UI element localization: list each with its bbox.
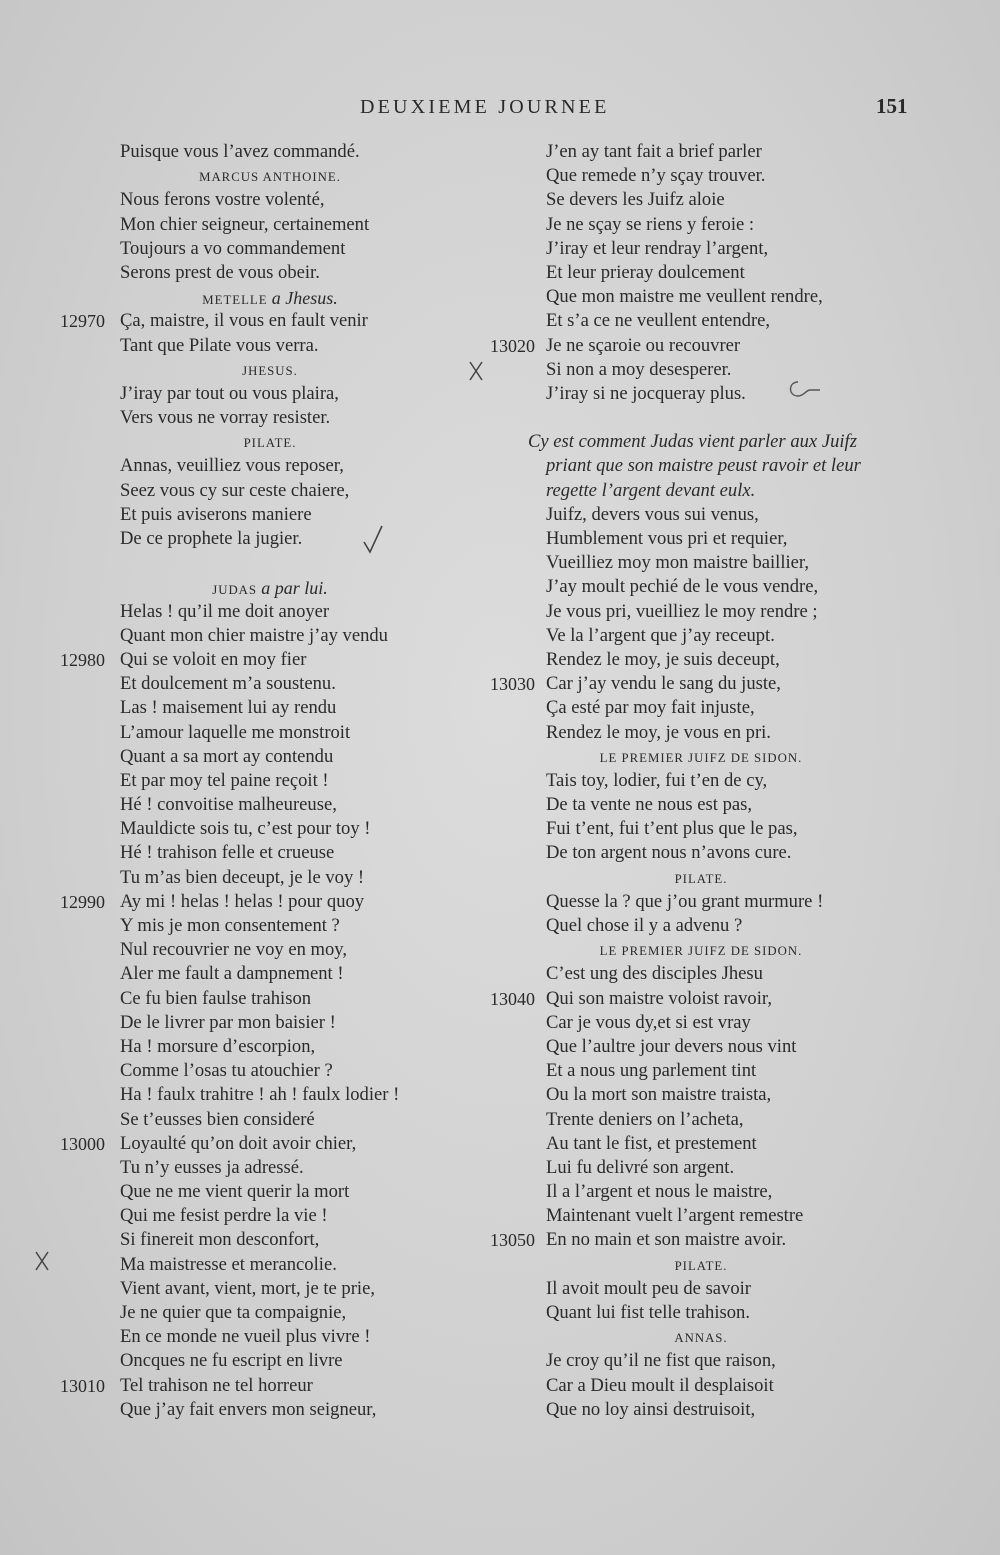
verse-text: Comme l’osas tu atouchier ? (120, 1060, 333, 1082)
verse-text: Que ne me vient querir la mort (120, 1181, 350, 1203)
speaker-name (120, 430, 420, 454)
verse-text: Je croy qu’il ne fist que raison, (546, 1350, 776, 1372)
verse-text: Mon chier seigneur, certainement (120, 213, 370, 235)
verse-text: Car je vous dy,et si est vray (546, 1011, 751, 1033)
verse-text: Qui me fesist perdre la vie ! (120, 1205, 328, 1227)
verse-line (546, 140, 1000, 164)
stage-direction: a par lui. (261, 578, 328, 599)
line-number: 13020 (490, 335, 535, 356)
verse-line (546, 600, 1000, 624)
verse-text: Il avoit moult peu de savoir (546, 1277, 752, 1299)
verse-text: Tel trahison ne tel horreur (120, 1374, 313, 1396)
verse-line (546, 1349, 1000, 1373)
verse-line (120, 914, 500, 938)
verse-line (120, 1349, 500, 1373)
verse-line (120, 1156, 500, 1180)
verse-line (546, 793, 1000, 817)
verse-line (120, 1059, 500, 1083)
verse-line (120, 213, 500, 237)
verse-line (120, 1204, 500, 1228)
speaker-label: PILATE. (674, 1258, 728, 1273)
verse-line (546, 309, 1000, 333)
verse-text: En ce monde ne vueil plus vivre ! (120, 1326, 371, 1348)
verse-line (120, 503, 500, 527)
verse-text: Quant mon chier maistre j’ay vendu (120, 624, 388, 646)
verse-line (490, 334, 1000, 358)
verse-text: Tais toy, lodier, fui t’en de cy, (546, 769, 768, 791)
verse-text: Toujours a vo commandement (120, 237, 346, 259)
handwritten-x-mark (466, 358, 486, 384)
verse-text: Se devers les Juifz aloie (546, 189, 725, 211)
speaker-label: METELLE (202, 293, 268, 308)
verse-line (120, 987, 500, 1011)
line-number: 13050 (490, 1230, 535, 1251)
verse-line (120, 188, 500, 212)
verse-text: Nul recouvrier ne voy en moy, (120, 939, 348, 961)
stanza-gap (546, 406, 1000, 430)
speaker-label: JUDAS (212, 583, 258, 598)
verse-line (546, 503, 1000, 527)
verse-text: Las ! maisement lui ay rendu (120, 697, 337, 719)
verse-line (490, 672, 1000, 696)
verse-text: Ça, maistre, il vous en fault venir (120, 310, 368, 332)
left-column (0, 140, 500, 1422)
speaker-label: PILATE. (243, 436, 297, 451)
verse-text: Quant lui fist telle trahison. (546, 1302, 750, 1323)
verse-line (546, 1398, 1000, 1422)
verse-text: Je ne quier que ta compaignie, (120, 1302, 347, 1323)
verse-text: Que l’aultre jour devers nous vint (546, 1035, 797, 1057)
verse-text: Trente deniers on l’acheta, (546, 1108, 744, 1130)
verse-text: Et s’a ce ne veullent entendre, (546, 310, 771, 332)
verse-line (120, 527, 500, 551)
verse-text: J’iray si ne jocqueray plus. (546, 382, 746, 404)
verse-text: C’est ung des disciples Jhesu (546, 963, 763, 985)
verse-line (120, 793, 500, 817)
line-number: 13010 (60, 1375, 105, 1396)
verse-text: Au tant le fist, et prestement (546, 1132, 757, 1154)
verse-text: Lui fu delivré son argent. (546, 1156, 735, 1178)
verse-line (120, 745, 500, 769)
verse-line (546, 817, 1000, 841)
verse-text: J’iray et leur rendray l’argent, (546, 237, 769, 259)
verse-text: Je vous pri, vueilliez le moy rendre ; (546, 600, 818, 622)
verse-text: Et a nous ung parlement tint (546, 1060, 757, 1082)
verse-line (120, 1325, 500, 1349)
verse-text: Helas ! qu’il me doit anoyer (120, 600, 330, 622)
speaker-name (546, 1253, 856, 1277)
verse-line (120, 696, 500, 720)
running-title: DEUXIEME JOURNEE (360, 96, 610, 118)
verse-line (120, 769, 500, 793)
speaker-label: JHESUS. (242, 363, 298, 378)
verse-text: L’amour laquelle me monstroit (120, 721, 351, 743)
rubric-line: priant que son maistre peust ravoir et leur (546, 455, 861, 477)
verse-text: Nous ferons vostre volenté, (120, 189, 325, 211)
verse-line (546, 1083, 1000, 1107)
verse-text: Seez vous cy sur ceste chaiere, (120, 479, 350, 501)
verse-text: Que mon maistre me veullent rendre, (546, 286, 823, 308)
verse-text: Je ne sçay se riens y feroie : (546, 213, 755, 235)
speaker-name (120, 575, 420, 599)
verse-text: Si finereit mon desconfort, (120, 1229, 320, 1251)
verse-line (120, 1301, 500, 1325)
verse-line (120, 672, 500, 696)
verse-line (546, 358, 1000, 382)
rubric-line: regette l’argent devant eulx. (546, 479, 756, 501)
verse-line (120, 1277, 500, 1301)
verse-line (120, 817, 500, 841)
verse-text: Humblement vous pri et requier, (546, 528, 788, 549)
verse-text: Ou la mort son maistre traista, (546, 1084, 772, 1106)
verse-text: J’ay moult pechié de le vous vendre, (546, 576, 819, 598)
speaker-label: LE PREMIER JUIFZ DE SIDON. (599, 750, 803, 765)
verse-line (546, 1132, 1000, 1156)
verse-line (546, 1374, 1000, 1398)
verse-text: Si non a moy desesperer. (546, 358, 732, 380)
verse-line (546, 1180, 1000, 1204)
verse-text: Vient avant, vient, mort, je te prie, (120, 1277, 375, 1299)
verse-text: Y mis je mon consentement ? (120, 915, 340, 936)
verse-text: Ay mi ! helas ! helas ! pour quoy (120, 890, 365, 912)
verse-line (546, 1108, 1000, 1132)
rubric-line: Cy est comment Judas vient parler aux Juifz (528, 431, 857, 453)
verse-line (120, 1253, 500, 1277)
verse-text: Car j’ay vendu le sang du juste, (546, 673, 781, 695)
verse-line (546, 721, 1000, 745)
verse-line (546, 1035, 1000, 1059)
verse-text: En no main et son maistre avoir. (546, 1229, 787, 1251)
verse-text: Vers vous ne vorray resister. (120, 407, 331, 429)
verse-line (546, 1059, 1000, 1083)
verse-text: Et leur prieray doulcement (546, 261, 745, 283)
verse-line (546, 551, 1000, 575)
verse-text: Annas, veuilliez vous reposer, (120, 455, 344, 477)
verse-line (546, 696, 1000, 720)
verse-line (546, 1011, 1000, 1035)
verse-line (546, 1156, 1000, 1180)
verse-text: Oncques ne fu escript en livre (120, 1350, 343, 1372)
verse-text: De le livrer par mon baisier ! (120, 1011, 336, 1033)
verse-line (120, 962, 500, 986)
verse-text: Rendez le moy, je suis deceupt, (546, 648, 780, 670)
running-head (0, 96, 1000, 126)
verse-line (546, 890, 1000, 914)
verse-line (120, 1398, 500, 1422)
verse-text: Qui se voloit en moy fier (120, 648, 307, 670)
verse-line (120, 1228, 500, 1252)
verse-text: Car a Dieu moult il desplaisoit (546, 1374, 774, 1396)
verse-text: Loyaulté qu’on doit avoir chier, (120, 1132, 357, 1154)
verse-line (546, 962, 1000, 986)
verse-line (546, 188, 1000, 212)
line-number: 12970 (60, 311, 105, 332)
right-column (490, 140, 1000, 1422)
speaker-label: MARCUS ANTHOINE. (199, 170, 341, 185)
verse-line (120, 261, 500, 285)
verse-line (120, 406, 500, 430)
verse-text: J’iray par tout ou vous plaira, (120, 382, 339, 404)
verse-text: Tant que Pilate vous verra. (120, 334, 319, 356)
verse-line (546, 237, 1000, 261)
speaker-name (546, 1325, 856, 1349)
verse-line (490, 1228, 1000, 1252)
verse-line (120, 454, 500, 478)
stage-direction: a Jhesus. (271, 288, 338, 309)
line-number: 13040 (490, 988, 535, 1009)
speaker-label: LE PREMIER JUIFZ DE SIDON. (599, 944, 803, 959)
verse-line (60, 309, 500, 333)
verse-text: J’en ay tant fait a brief parler (546, 141, 762, 162)
verse-line (120, 237, 500, 261)
verse-text: Mauldicte sois tu, c’est pour toy ! (120, 818, 371, 840)
verse-text: Maintenant vuelt l’argent remestre (546, 1205, 804, 1227)
verse-text: De ta vente ne nous est pas, (546, 794, 753, 816)
verse-text: Rendez le moy, je vous en pri. (546, 721, 771, 743)
verse-line (60, 1374, 500, 1398)
verse-text: Et doulcement m’a soustenu. (120, 673, 336, 695)
verse-line (120, 1035, 500, 1059)
verse-text: Ça esté par moy fait injuste, (546, 697, 755, 719)
verse-text: Que j’ay fait envers mon seigneur, (120, 1398, 377, 1420)
speaker-name (120, 164, 420, 188)
verse-text: Et puis aviserons maniere (120, 503, 312, 525)
verse-text: Quesse la ? que j’ou grant murmure ! (546, 890, 824, 912)
verse-line (60, 648, 500, 672)
verse-line (546, 1204, 1000, 1228)
verse-line (546, 1301, 1000, 1325)
verse-text: De ce prophete la jugier. (120, 528, 303, 549)
handwritten-scribble-mark (784, 376, 824, 402)
stanza-gap (120, 551, 500, 575)
verse-line (120, 1108, 500, 1132)
verse-text: Il a l’argent et nous le maistre, (546, 1181, 773, 1203)
page-number: 151 (876, 94, 908, 118)
verse-text: Juifz, devers vous sui venus, (546, 503, 759, 525)
line-number: 13030 (490, 674, 535, 695)
speaker-name (120, 285, 420, 309)
verse-text: Fui t’ent, fui t’ent plus que le pas, (546, 818, 798, 840)
verse-text: Que remede n’y sçay trouver. (546, 165, 766, 187)
verse-text: Ma maistresse et merancolie. (120, 1253, 337, 1275)
verse-text: Aler me fault a dampnement ! (120, 963, 344, 985)
verse-text: Se t’eusses bien consideré (120, 1108, 315, 1130)
verse-line (546, 261, 1000, 285)
verse-line (120, 140, 500, 164)
speaker-label: PILATE. (674, 871, 728, 886)
speaker-label: ANNAS. (674, 1331, 728, 1346)
verse-line (120, 1011, 500, 1035)
verse-text: Ha ! morsure d’escorpion, (120, 1035, 316, 1057)
verse-line (546, 1277, 1000, 1301)
handwritten-x-mark (32, 1248, 52, 1274)
verse-line (120, 866, 500, 890)
verse-line (546, 527, 1000, 551)
verse-line (120, 1083, 500, 1107)
verse-text: Je ne sçaroie ou recouvrer (546, 334, 741, 356)
verse-line (546, 164, 1000, 188)
verse-line (490, 987, 1000, 1011)
verse-line (546, 575, 1000, 599)
verse-line (120, 1180, 500, 1204)
verse-line (120, 938, 500, 962)
speaker-name (546, 745, 856, 769)
verse-text: Ve la l’argent que j’ay receupt. (546, 624, 775, 646)
verse-text: Ce fu bien faulse trahison (120, 987, 312, 1009)
line-number: 12990 (60, 891, 105, 912)
verse-line (546, 213, 1000, 237)
verse-text: Tu n’y eusses ja adressé. (120, 1156, 304, 1178)
verse-line (120, 600, 500, 624)
speaker-name (546, 938, 856, 962)
verse-text: Tu m’as bien deceupt, je le voy ! (120, 866, 365, 888)
verse-line (546, 648, 1000, 672)
verse-line (120, 841, 500, 865)
verse-text: Quant a sa mort ay contendu (120, 745, 334, 767)
verse-line (546, 624, 1000, 648)
verse-line (120, 721, 500, 745)
verse-text: Serons prest de vous obeir. (120, 261, 320, 283)
line-number: 13000 (60, 1133, 105, 1154)
verse-line (60, 1132, 500, 1156)
verse-text: Hé ! convoitise malheureuse, (120, 794, 337, 816)
line-number: 12980 (60, 649, 105, 670)
verse-line (546, 382, 1000, 406)
verse-text: Quel chose il y a advenu ? (546, 915, 743, 936)
verse-line (120, 624, 500, 648)
speaker-name (120, 358, 420, 382)
verse-line (546, 914, 1000, 938)
verse-text: Vueilliez moy mon maistre baillier, (546, 552, 810, 574)
verse-line (546, 769, 1000, 793)
verse-line (546, 285, 1000, 309)
verse-text: Puisque vous l’avez commandé. (120, 141, 360, 162)
verse-line (546, 841, 1000, 865)
verse-text: Qui son maistre voloist ravoir, (546, 987, 772, 1009)
handwritten-check-mark (360, 522, 390, 556)
verse-text: Ha ! faulx trahitre ! ah ! faulx lodier ! (120, 1084, 400, 1106)
verse-text: Hé ! trahison felle et crueuse (120, 842, 335, 864)
verse-text: Et par moy tel paine reçoit ! (120, 769, 329, 791)
verse-text: De ton argent nous n’avons cure. (546, 842, 792, 864)
verse-line (120, 334, 500, 358)
verse-line (120, 479, 500, 503)
verse-line (60, 890, 500, 914)
speaker-name (546, 866, 856, 890)
verse-text: Que no loy ainsi destruisoit, (546, 1398, 756, 1420)
verse-line (120, 382, 500, 406)
